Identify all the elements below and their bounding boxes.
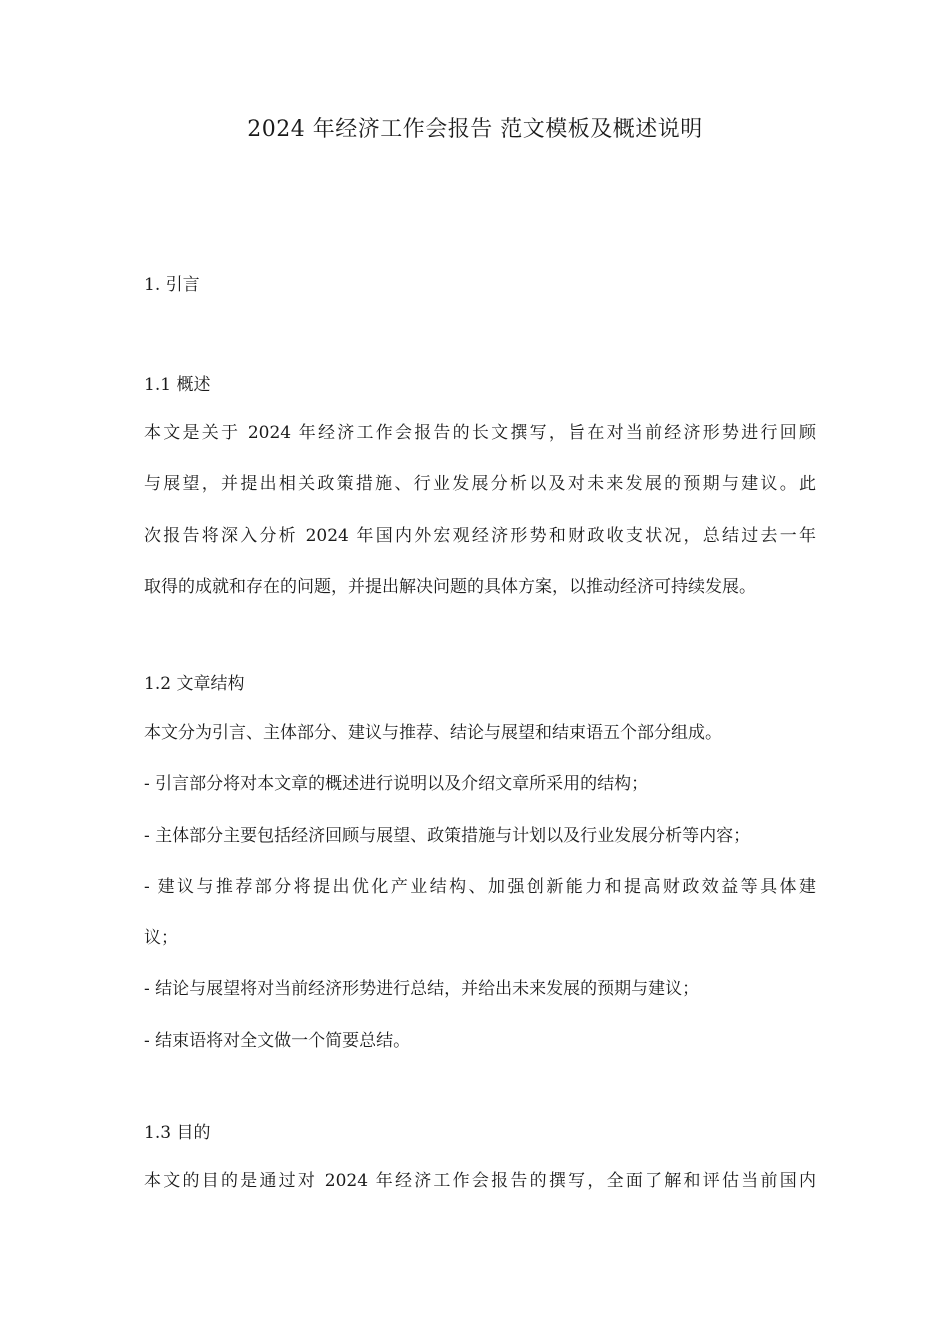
list-item: - 结论与展望将对当前经济形势进行总结，并给出未来发展的预期与建议；: [144, 979, 700, 1000]
list-item: - 结束语将对全文做一个简要总结。: [144, 1030, 411, 1051]
paragraph-line: 次报告将深入分析 2024 年国内外宏观经济形势和财政收支状况，总结过去一年: [144, 525, 816, 546]
purpose-paragraph: [144, 1156, 816, 1207]
paragraph-line: 与展望，并提出相关政策措施、行业发展分析以及对未来发展的预期与建议。此: [144, 474, 816, 495]
section-heading-structure: 1.2 文章结构: [144, 674, 245, 694]
section-heading-overview: 1.1 概述: [144, 375, 211, 395]
overview-paragraph: [144, 408, 816, 613]
structure-paragraph: [144, 708, 816, 1067]
paragraph-line: 本文分为引言、主体部分、建议与推荐、结论与展望和结束语五个部分组成。: [144, 723, 722, 743]
list-item: - 建议与推荐部分将提出优化产业结构、加强创新能力和提高财政效益等具体建: [144, 876, 816, 897]
list-item: - 主体部分主要包括经济回顾与展望、政策措施与计划以及行业发展分析等内容；: [144, 825, 751, 846]
section-heading-introduction: 1. 引言: [144, 275, 200, 295]
section-heading-purpose: 1.3 目的: [144, 1123, 211, 1143]
list-item-continuation: 议；: [144, 928, 178, 949]
paragraph-line: 本文的目的是通过对 2024 年经济工作会报告的撰写，全面了解和评估当前国内: [144, 1171, 816, 1191]
list-item: - 引言部分将对本文章的概述进行说明以及介绍文章所采用的结构；: [144, 774, 649, 795]
paragraph-line: 取得的成就和存在的问题，并提出解决问题的具体方案，以推动经济可持续发展。: [144, 576, 756, 597]
document-title: 2024 年经济工作会报告 范文模板及概述说明: [247, 117, 703, 142]
paragraph-line: 本文是关于 2024 年经济工作会报告的长文撰写，旨在对当前经济形势进行回顾: [144, 423, 816, 443]
